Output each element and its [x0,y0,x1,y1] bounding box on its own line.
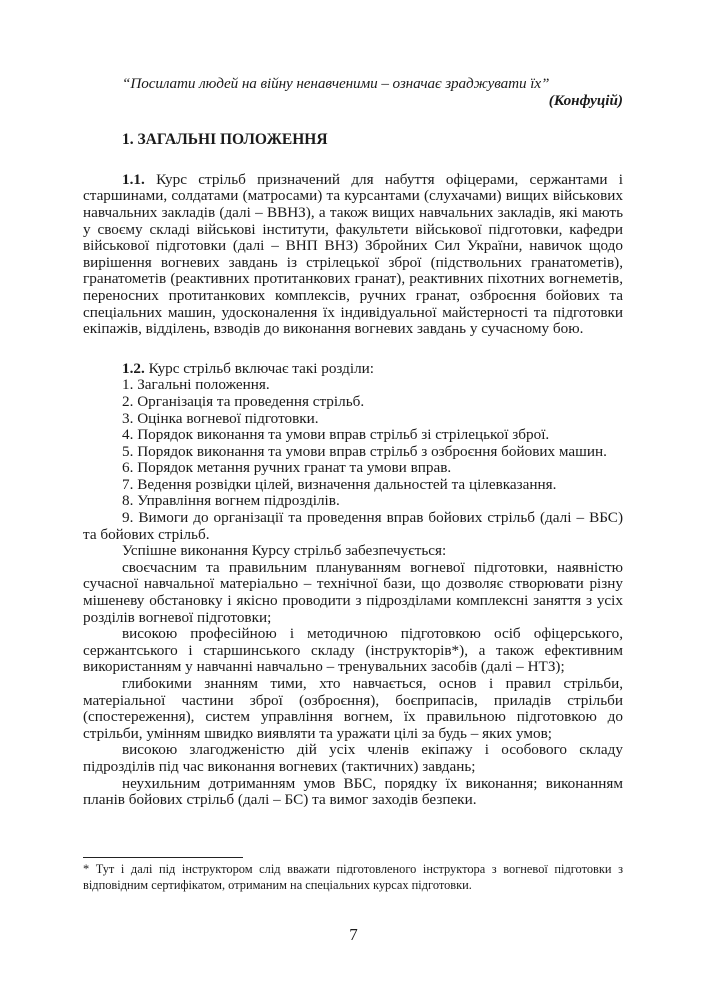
condition-item: глибокими знанням тими, хто навчається, основ і правил стрільби, матеріальної частини зброї (озброєння), боєприпасів, приладів стрільби (спостереження), систем управління вогнем, їх правильною підготовкою до стрільби, умінням швидко виявляти та уражати цілі за будь – яких умов; [83,675,623,742]
section-title: 1. ЗАГАЛЬНІ ПОЛОЖЕННЯ [122,131,328,149]
footnote-separator [83,857,243,858]
condition-item: високою професійною і методичною підготовкою осіб офіцерського, сержантського і старшинського складу (інструкторів*), а також ефективним використанням у навчанні навчально – тренувальних засобів (далі – НТЗ); [83,625,623,676]
paragraph-1-1 [83,172,623,338]
condition-item: високою злагодженістю дій усіх членів екіпажу і особового складу підрозділів під час виконання вогневих (тактичних) завдань; [83,741,623,775]
condition-item: своєчасним та правильним плануванням вогневої підготовки, наявністю сучасної навчальної матеріально – технічної бази, що дозволяє створювати різну мішеневу обстановку і якісно проводити з підрозділами комплексні заняття з усіх розділів вогневої підготовки; [83,558,623,626]
list-item: 3. Оцінка вогневої підготовки. [122,409,319,427]
paragraph-number: 1.1. [122,170,145,188]
list-item: 2. Організація та проведення стрільб. [122,392,365,410]
paragraph-text: Курс стрільб призначений для набуття офіцерами, сержантами і старшинами, солдатами (матросами) та курсантами (слухачами) вищих військових навчальних закладів (далі – ВВНЗ), а також вищих навчальних закладів, які мають у своєму складі військові інститути, факультети військової підготовки, кафедри військової підготовки (далі – ВНП ВНЗ) Збройних Сил України, навичок щодо вирішення вогневих завдань із стрілецької зброї (підствольних гранатометів), гранатометів (реактивних протитанкових гранат), реактивних піхотних вогнеметів, переносних протитанкових комплексів, ручних гранат, озброєння бойових та спеціальних машин, удосконалення їх індивідуальної майстерності та підготовки екіпажів, відділень, взводів до виконання вогневих завдань у сучасному бою. [83,170,623,338]
condition-item: неухильним дотриманням умов ВБС, порядку їх виконання; виконанням планів бойових стрільб (далі – БС) та вимог заходів безпеки. [83,774,623,809]
list-item: 7. Ведення розвідки цілей, визначення дальностей та цілевказання. [122,475,557,493]
page-number: 7 [349,925,358,944]
list-item: 4. Порядок виконання та умови вправ стрільб зі стрілецької зброї. [122,426,550,444]
paragraph-1-2-intro [83,361,623,378]
list-item: 9. Вимоги до організації та проведення вправ бойових стрільб (далі – ВБС) та бойових стрільб. [83,509,623,543]
list-item: 6. Порядок метання ручних гранат та умови вправ. [122,459,452,477]
page-body [83,70,623,809]
list-item: 5. Порядок виконання та умови вправ стрільб з озброєння бойових машин. [122,442,607,460]
paragraph-number: 1.2. [122,359,145,377]
paragraph-text: Курс стрільб включає такі розділи: [144,359,375,377]
success-intro: Успішне виконання Курсу стрільб забезпечується: [122,542,447,560]
footnote: * Тут і далі під інструктором слід вважати підготовленого інструктора з вогневої підготовки з відповідним сертифікатом, отриманим на спеціальних курсах підготовки. [83,862,623,892]
epigraph-quote: “Посилати людей на війну ненавченими – означає зраджувати їх” [122,75,550,92]
list-item: 8. Управління вогнем підрозділів. [122,492,340,510]
epigraph-author: (Конфуцій) [548,91,623,109]
list-item: 1. Загальні положення. [122,376,270,394]
